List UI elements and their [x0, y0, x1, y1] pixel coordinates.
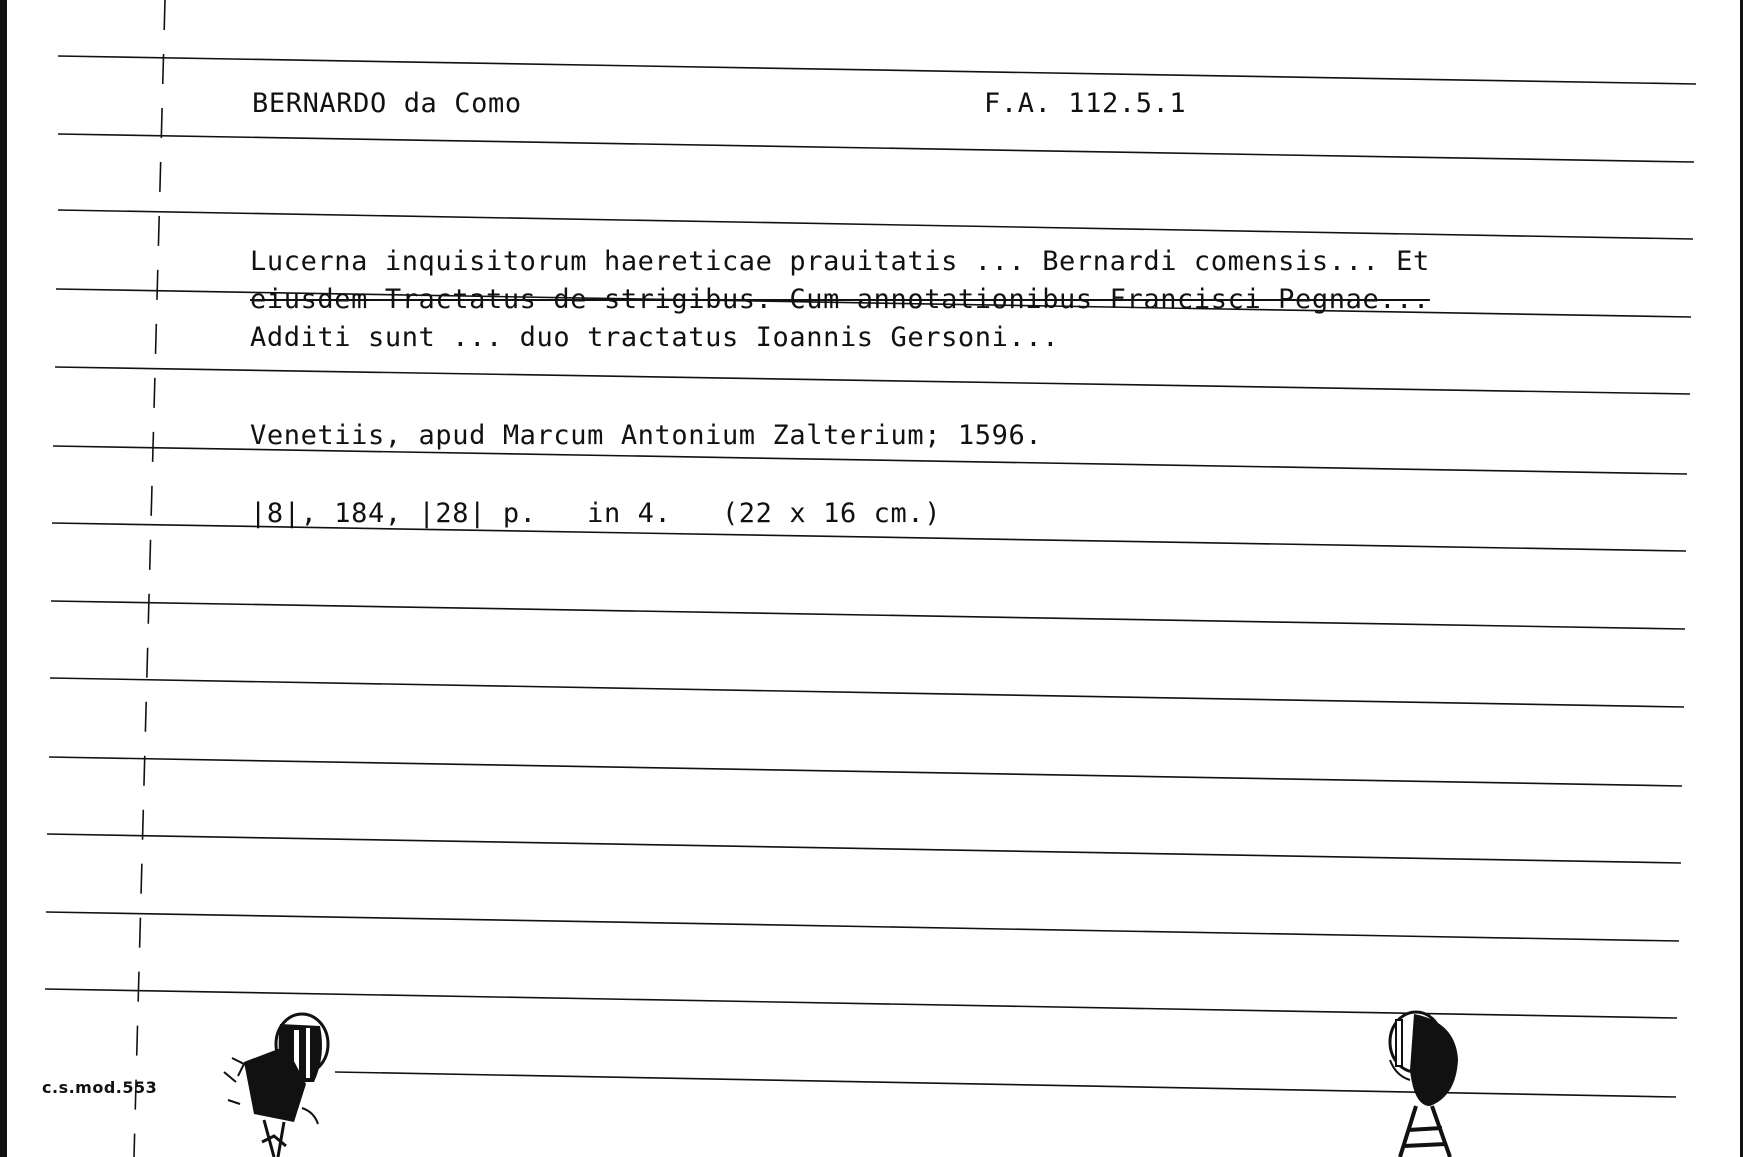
imprint: Venetiis, apud Marcum Antonium Zalterium; 1596.	[250, 420, 1043, 451]
collation: |8|, 184, |28| p. in 4. (22 x 16 cm.)	[250, 498, 942, 529]
shelfmark: F.A. 112.5.1	[984, 88, 1187, 119]
binder-clip-icon	[1370, 1010, 1480, 1157]
form-code: c.s.mod.553	[42, 1078, 158, 1097]
title-line-3: Additi sunt ... duo tractatus Ioannis Gersoni...	[250, 322, 1060, 353]
binder-clip-icon	[214, 1012, 354, 1157]
title-line-2-struck: eiusdem Tractatus de strigibus. Cum annotationibus Francisci Pegnae...	[250, 284, 1430, 315]
title-line-1: Lucerna inquisitorum haereticae prauitatis ... Bernardi comensis... Et	[250, 246, 1430, 277]
heading-author: BERNARDO da Como	[252, 88, 522, 119]
